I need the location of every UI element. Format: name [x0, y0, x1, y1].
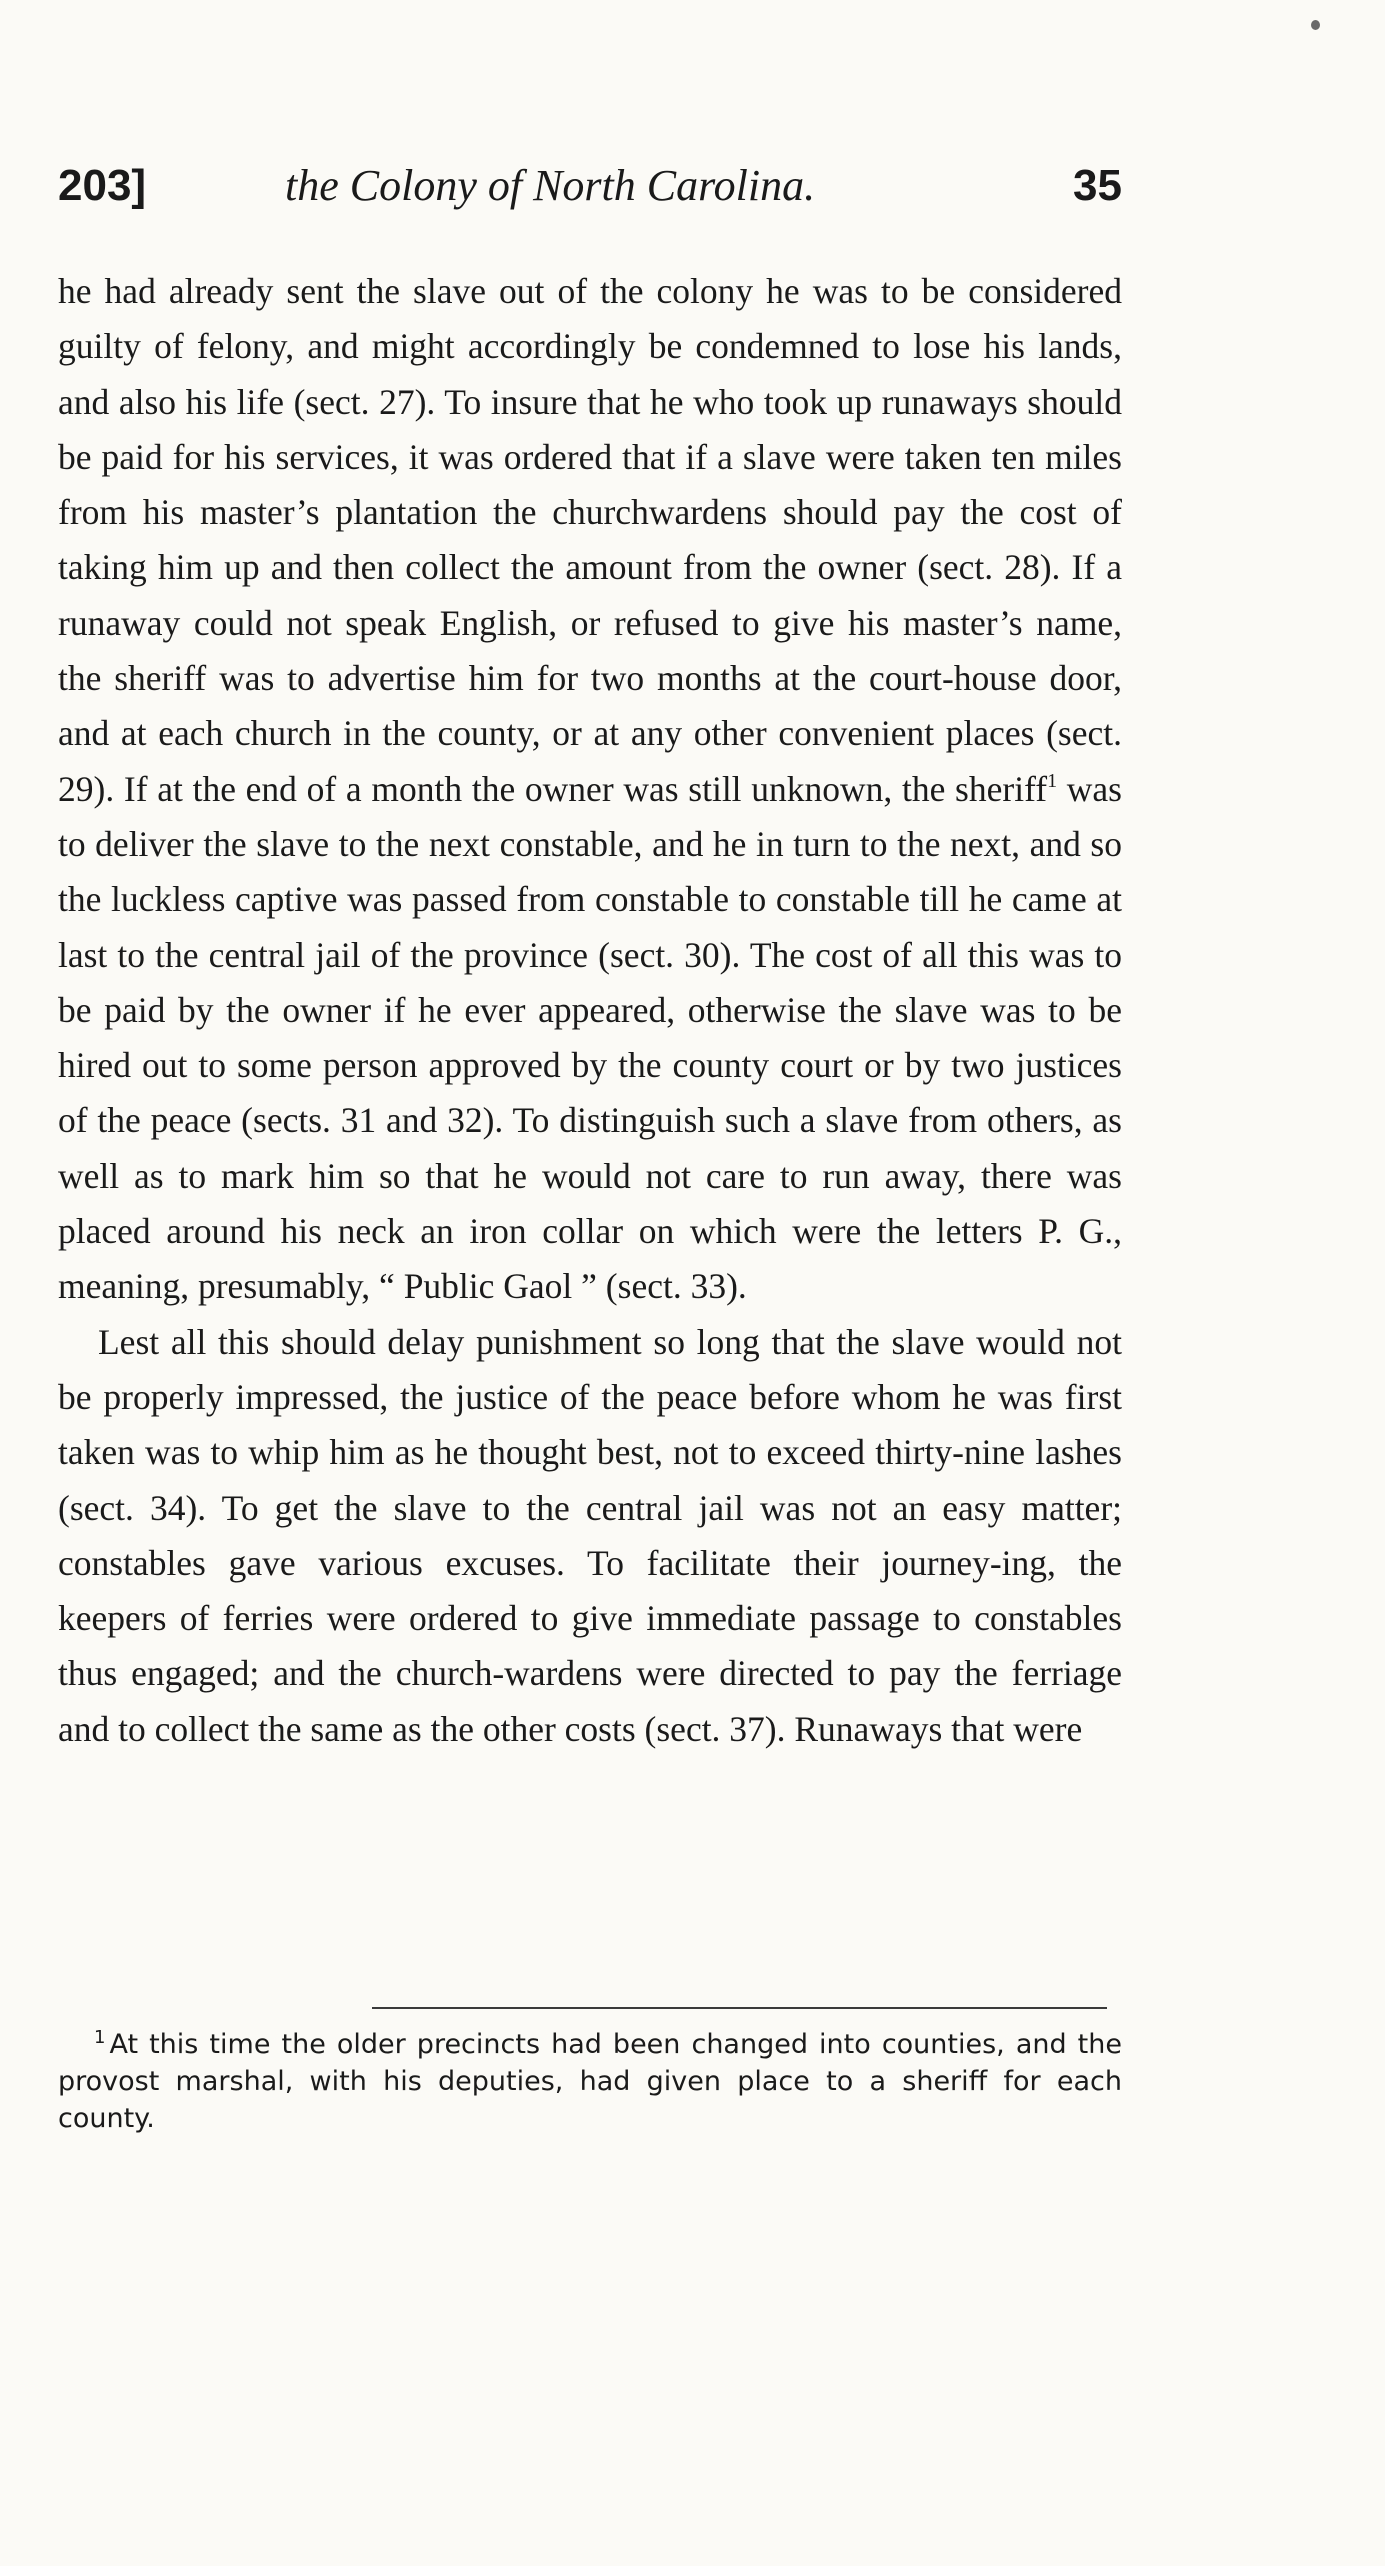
footnote-reference: 1	[1047, 769, 1058, 792]
paragraph-1	[58, 264, 1122, 1315]
paragraph-2: Lest all this should delay punishment so long that the slave would not be properly impressed, the justice of the peace before whom he was first taken was to whip him as he thought best, not to exceed thirty-nine lashes (sect. 34). To get the slave to the central jail was not an easy matter; constables gave various excuses. To facilitate their journey-ing, the keepers of ferries were ordered to give immediate passage to constables thus engaged; and the church-wardens were directed to pay the ferriage and to collect the same as the other costs (sect. 37). Runaways that were	[58, 1321, 1122, 1749]
header-page-number: 35	[1073, 161, 1122, 210]
footnote-paragraph	[58, 2026, 1122, 2137]
header-title: the Colony of North Carolina.	[285, 161, 816, 210]
footnote-text: At this time the older precincts had been changed into counties, and the provost marshal, with his deputies, had given place to a sheriff for each county.	[58, 2029, 1122, 2134]
ink-spot	[1311, 20, 1320, 30]
footnote	[58, 2026, 1122, 2137]
footnote-mark: 1	[94, 2027, 106, 2048]
paragraph-1-text-after-ref: was to deliver the slave to the next constable, and he in turn to the next, and so the luckless captive was passed from constable to constable till he came at last to the central jail of the province (sect. 30). The cost of all this was to be paid by the owner if he ever appeared, otherwise the slave was to be hired out to some person approved by the county court or by two justices of the peace (sects. 31 and 32). To distinguish such a slave from others, as well as to mark him so that he would not care to run away, there was placed around his neck an iron collar on which were the letters P. G., meaning, presumably, “ Public Gaol ” (sect. 33).	[58, 768, 1122, 1307]
header-page-range: 203]	[58, 161, 147, 210]
body-text	[58, 264, 1122, 1757]
paragraph-1-text-before-ref: he had already sent the slave out of the colony he was to be considered guilty of felony, and might accordingly be condemned to lose his lands, and also his life (sect. 27). To insure that he who took up runaways should be paid for his services, it was ordered that if a slave were taken ten miles from his master’s plantation the churchwardens should pay the cost of taking him up and then collect the amount from the owner (sect. 28). If a runaway could not speak English, or refused to give his master’s name, the sheriff was to advertise him for two months at the court-house door, and at each church in the county, or at any other convenient places (sect. 29). If at the end of a month the owner was still unknown, the sheriff	[58, 271, 1122, 809]
footnote-divider	[372, 2007, 1107, 2009]
running-header	[58, 156, 1122, 216]
